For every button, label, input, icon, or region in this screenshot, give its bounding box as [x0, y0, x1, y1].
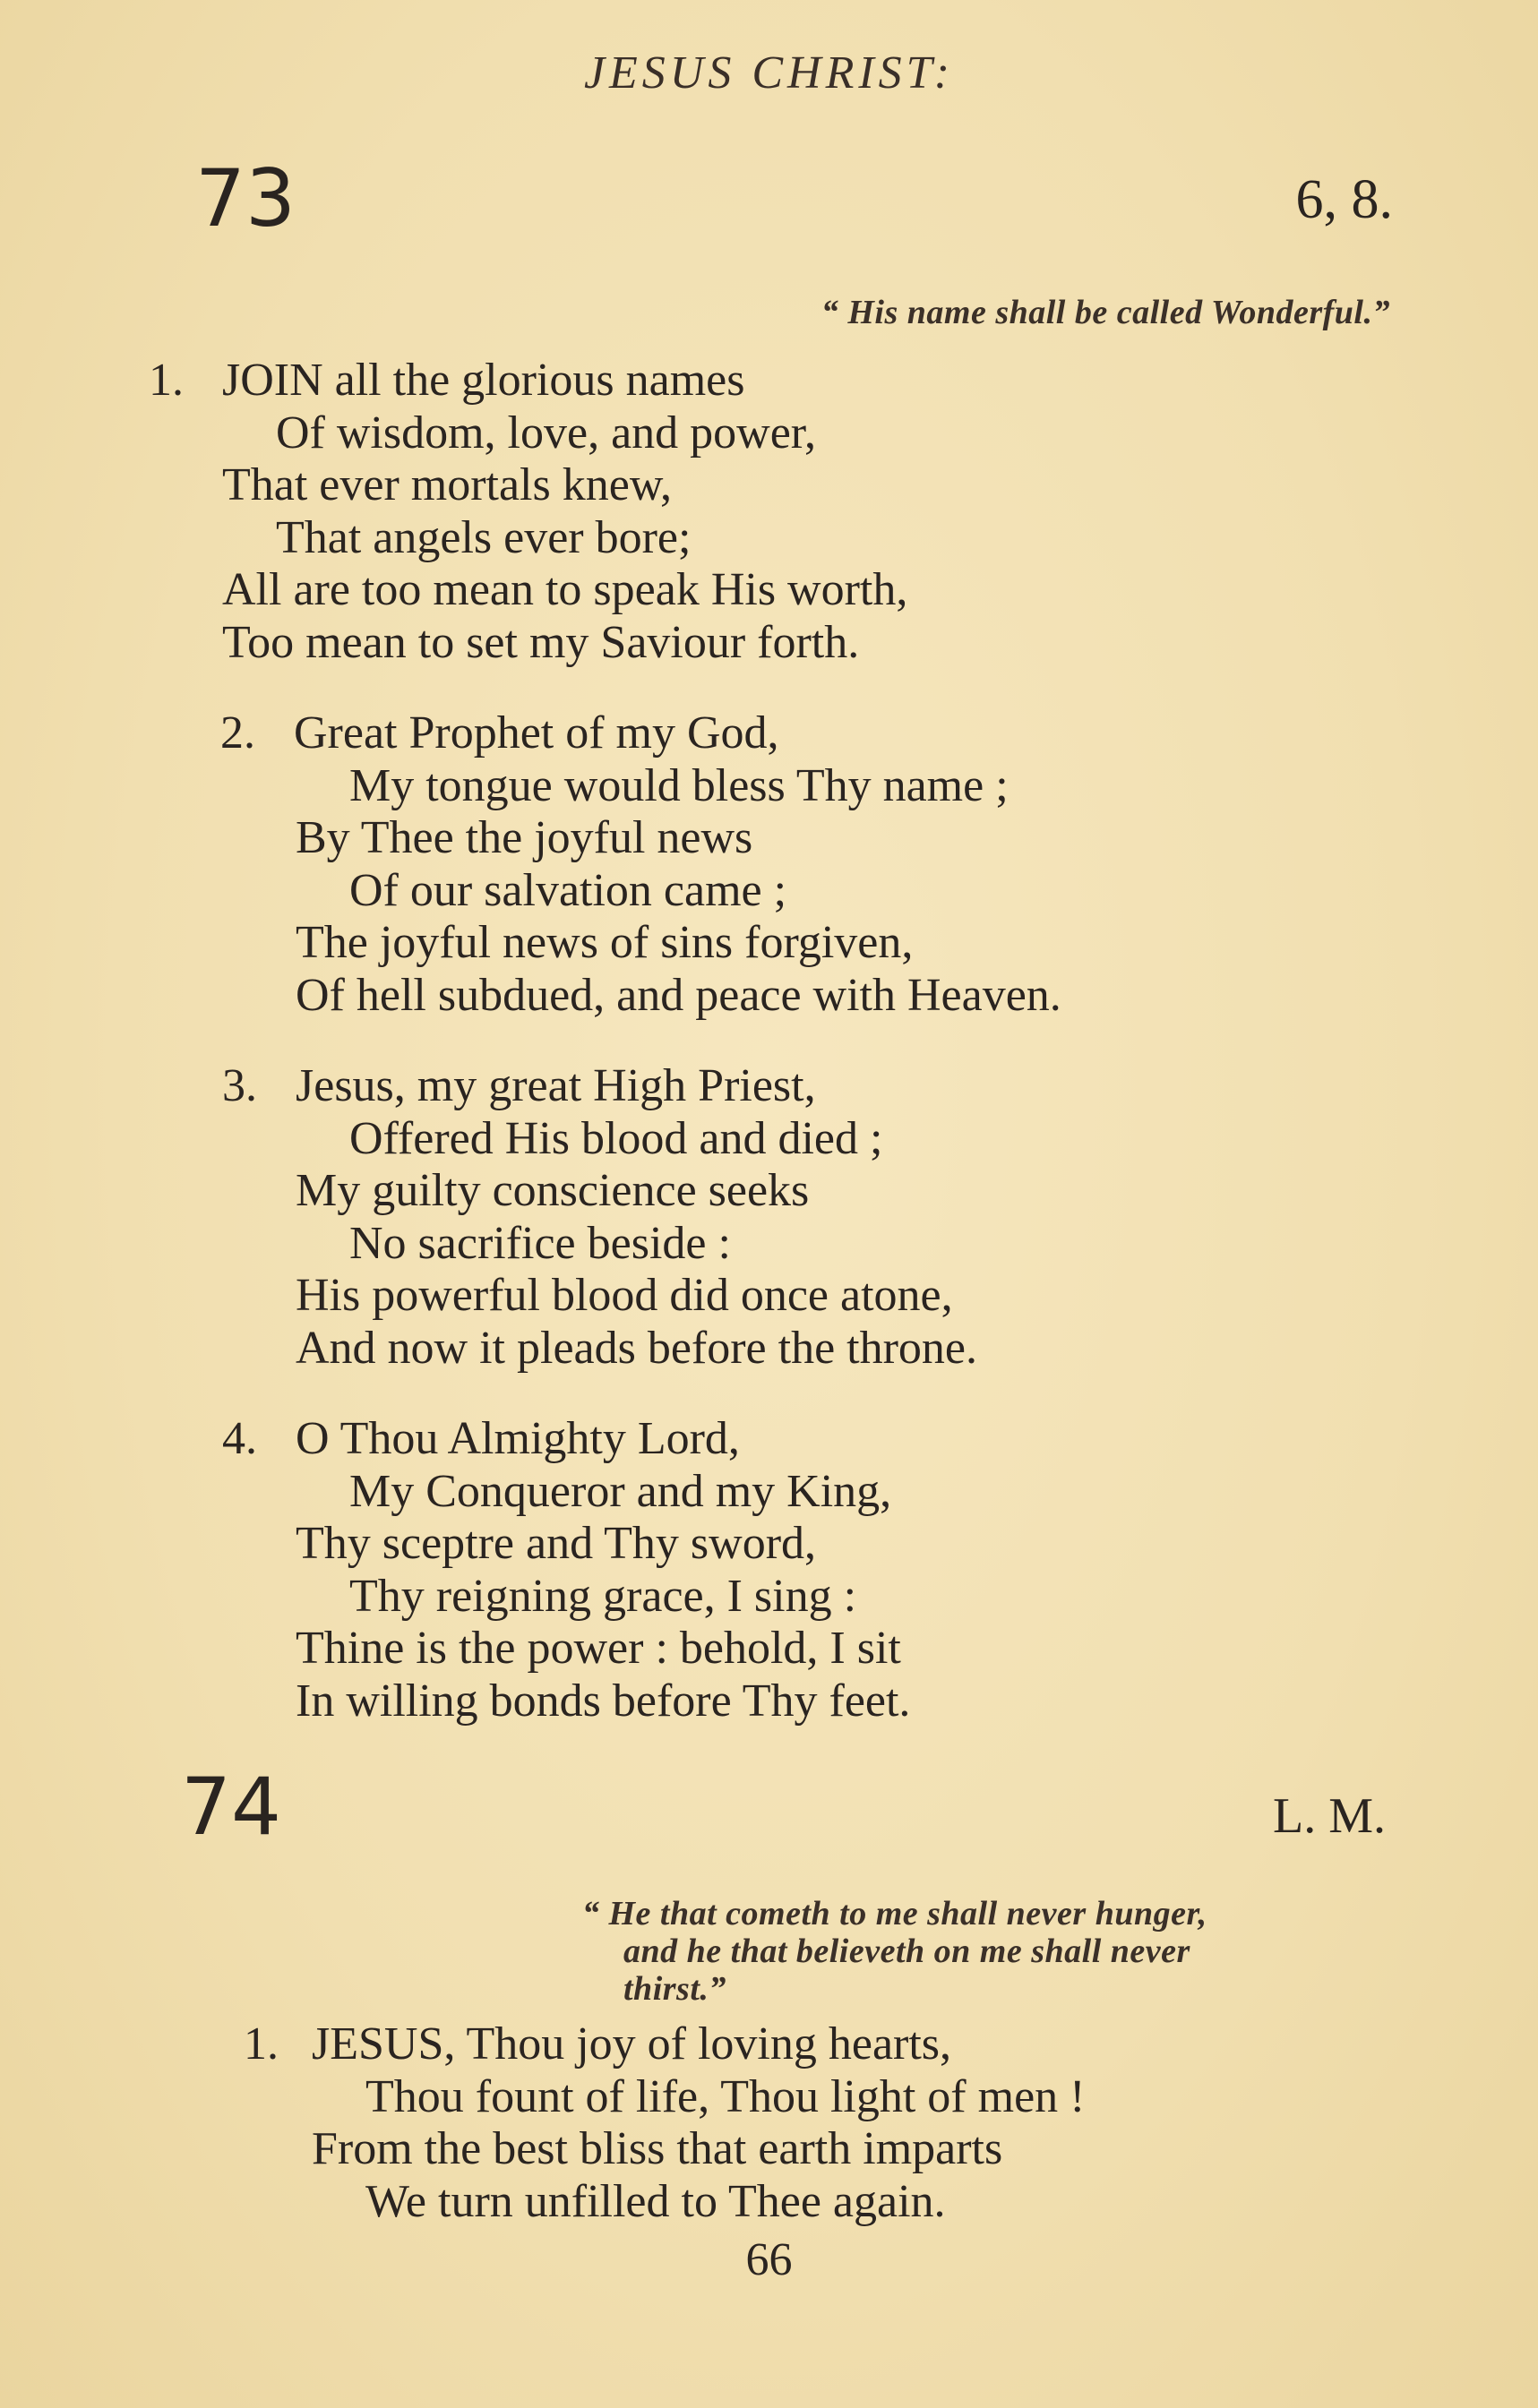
verse-line: Of our salvation came ; [349, 864, 787, 916]
verse-line: All are too mean to speak His worth, [222, 564, 908, 615]
verse-line: 2. Great Prophet of my God, [220, 707, 779, 758]
verse-line: That ever mortals knew, [222, 459, 672, 510]
verse-line: 1. JESUS, Thou joy of loving hearts, [244, 2018, 952, 2070]
verse-number: 2. [220, 707, 255, 758]
running-head: JESUS CHRIST: [583, 47, 955, 99]
hymn-epigraph [821, 294, 1390, 331]
epigraph-line: and he that believeth on me shall never [623, 1932, 1190, 1970]
verse-line: From the best bliss that earth imparts [312, 2123, 1003, 2174]
hymn-meter: 6, 8. [1295, 169, 1393, 230]
hymn-epigraph [582, 1895, 1207, 2008]
stanza [220, 707, 1061, 1022]
verse-line: My tongue would bless Thy name ; [349, 759, 1009, 811]
verse-line: No sacrifice beside : [349, 1217, 731, 1269]
verse-number: 3. [222, 1060, 257, 1111]
verse-number: 1. [244, 2018, 279, 2070]
epigraph-line: “ His name shall be called Wonderful.” [821, 294, 1390, 331]
verse-line: In willing bonds before Thy feet. [296, 1675, 911, 1727]
verse-line: Of wisdom, love, and power, [276, 407, 817, 458]
verse-line: My Conqueror and my King, [349, 1465, 892, 1517]
verse-line: Thy reigning grace, I sing : [349, 1570, 857, 1622]
stanza [222, 1413, 911, 1727]
epigraph-line: thirst.” [623, 1970, 726, 2008]
verse-line: My guilty conscience seeks [296, 1165, 810, 1216]
verse-line: And now it pleads before the throne. [296, 1322, 978, 1374]
verse-line: By Thee the joyful news [296, 812, 753, 863]
verse-number: 4. [222, 1413, 257, 1464]
epigraph-line: “ He that cometh to me shall never hunger, [582, 1895, 1207, 1932]
verse-line: Of hell subdued, and peace with Heaven. [296, 969, 1061, 1021]
verse-number: 1. [149, 355, 184, 406]
stanza [244, 2018, 1086, 2228]
verse-line: 1. JOIN all the glorious names [149, 355, 745, 406]
verse-line: The joyful news of sins forgiven, [296, 917, 914, 968]
verse-line: Thy sceptre and Thy sword, [296, 1518, 817, 1569]
verse-line: Too mean to set my Saviour forth. [222, 616, 860, 668]
page-number: 66 [745, 2234, 793, 2285]
verse-line: 4. O Thou Almighty Lord, [222, 1413, 740, 1464]
verse-line: Thou fount of life, Thou light of men ! [365, 2070, 1086, 2122]
verse-line: Offered His blood and died ; [349, 1112, 883, 1164]
verse-line: That angels ever bore; [276, 511, 692, 563]
hymn-meter: L. M. [1273, 1788, 1386, 1844]
hymn-number: 73 [195, 152, 296, 244]
verse-line: We turn unfilled to Thee again. [365, 2175, 946, 2227]
verse-line: His powerful blood did once atone, [296, 1270, 953, 1321]
verse-line: 3. Jesus, my great High Priest, [222, 1060, 816, 1111]
hymn-number: 74 [181, 1761, 281, 1853]
stanza [222, 1060, 978, 1375]
stanza [149, 355, 908, 669]
verse-line: Thine is the power : behold, I sit [296, 1623, 901, 1674]
